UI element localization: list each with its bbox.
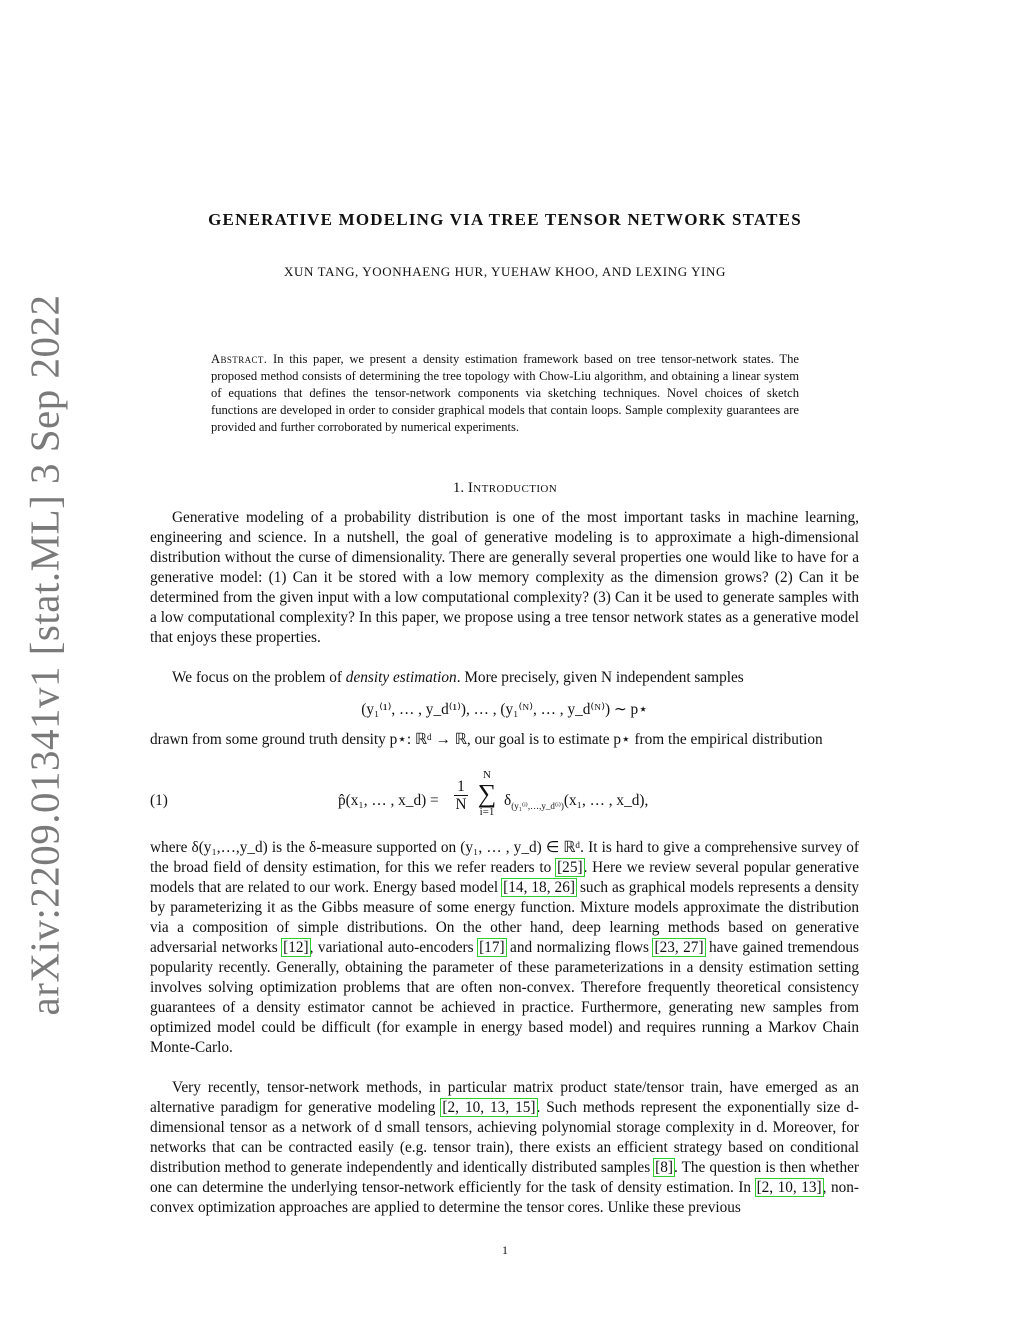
citation-12[interactable]: [12] [283,939,309,956]
p5-text-b: . Such methods represent the exponentially size d-dimensional tensor as a network of d small tensors, achieving polynomial storage complexity in d. Moreover, for networks that can be contracted easily (e.g. tensor train), there exists an efficient strategy based on conditional distribution method to generate independently and identically distributed samples [150,1099,859,1176]
sum-top: N [483,769,491,781]
arxiv-identifier: arXiv:2209.01341v1 [stat.ML] 3 Sep 2022 [21,294,68,1016]
page-number: 1 [502,1243,508,1257]
p5-text-c: . The question is then whether one can determine the underlying tensor-network efficiently for the task of density estimation. In [150,1159,860,1196]
p2-text-a: We focus on the problem of [172,669,346,686]
abstract-text: In this paper, we present a density estimation framework based on tree tensor-network states. The proposed method consists of determining the tree topology with Chow-Liu algorithm, and obtaining a linear system of equations that defines the tensor-network components via sketching techniques. Novel choices of sketch functions are developed in order to consider graphical models that contain loops. Sample complexity guarantees are provided and further corroborated by numerical experiments. [211,352,799,434]
citation-17[interactable]: [17] [479,939,505,956]
citation-14-18-26[interactable]: [14, 18, 26] [503,879,575,896]
p5-text-d: , non-convex optimization approaches are applied to determine the tensor cores. Unlike these previous [150,1179,859,1216]
p4-text-e: and normalizing flows [505,939,654,956]
section-title: Introduction [467,480,558,496]
intro-paragraph-5 [150,1078,859,1218]
abstract-label: Abstract. [211,352,268,366]
delta-symbol: δ [504,792,512,809]
fraction-numerator: 1 [454,778,468,796]
intro-paragraph-2 [150,668,859,688]
intro-paragraph-4 [150,838,859,1058]
equation-delta [504,792,648,812]
sum-symbol: ∑ [477,779,497,808]
intro-paragraph-3: drawn from some ground truth density p⋆: ℝᵈ → ℝ, our goal is to estimate p⋆ from the empirical distribution [150,731,823,748]
section-heading [150,480,860,497]
paper-authors: XUN TANG, YOONHAENG HUR, YUEHAW KHOO, AND LEXING YING [284,264,726,279]
p2-text-b: . More precisely, given N independent samples [456,669,744,686]
p5-text-a: Very recently, tensor-network methods, in particular matrix product state/tensor train, have emerged as an alternative paradigm for generative modeling [150,1079,859,1116]
fraction-denominator: N [455,796,467,813]
intro-paragraph-1: Generative modeling of a probability distribution is one of the most important tasks in machine learning, engineering and science. In a nutshell, the goal of generative modeling is to approximate a high-dimensional distribution without the curse of dimensionality. There are generally several properties one would like to have for a generative model: (1) Can it be stored with a low memory complexity as the dimension grows? (2) Can it be determined from the given input with a low computational complexity? (3) Can it be used to generate samples with a low computational complexity? In this paper, we propose using a tree tensor network states as a generative model that enjoys these properties. [150,509,859,646]
arxiv-side-stamp [14,294,74,1016]
equation-lhs: p̂(x₁, … , x_d) = [338,792,439,809]
p4-text-d: , variational auto-encoders [309,939,479,956]
delta-subscript: (y₁⁽ⁱ⁾,…,y_d⁽ⁱ⁾) [511,801,564,812]
abstract [211,351,799,436]
p2-emphasis: density estimation [345,669,457,686]
p4-text-f: have gained tremendous popularity recently. Generally, obtaining the parameter of these parameterizations in a density estimation setting involves solving optimization problems that are often non-convex. Therefore frequently theoretical consistency guarantees of a density estimator cannot be achieved in practice. Furthermore, generating new samples from optimized model could be difficult (for example in energy based model) and requires running a Markov Chain Monte-Carlo. [150,939,860,1056]
citation-2-10-13[interactable]: [2, 10, 13] [756,1179,822,1196]
samples-display: (y₁⁽¹⁾, … , y_d⁽¹⁾), … , (y₁⁽ᴺ⁾, … , y_d⁽ᴺ⁾) ∼ p⋆ [361,701,648,718]
p4-text-b: . Here we review several popular generative models that are related to our work. Energy based model [150,859,859,896]
citation-23-27[interactable]: [23, 27] [654,939,704,956]
summation [474,770,500,818]
paper-title: GENERATIVE MODELING VIA TREE TENSOR NETWORK STATES [208,210,802,229]
citation-25[interactable]: [25] [557,859,583,876]
p4-text-c: such as graphical models represents a density by parameterizing it as the Gibbs measure of some energy function. Mixture models approximate the distribution via a composition of simple distributions. On the other hand, deep learning methods based on generative adversarial networks [150,879,859,956]
citation-2-10-13-15[interactable]: [2, 10, 13, 15] [442,1099,536,1116]
citation-8[interactable]: [8] [655,1159,674,1176]
section-number: 1. [452,480,465,496]
equation-number: (1) [150,792,168,809]
equation-fraction [454,778,468,813]
sum-bottom: i=1 [479,806,495,818]
p4-text-a: where δ(y₁,…,y_d) is the δ-measure supported on (y₁, … , y_d) ∈ ℝᵈ. It is hard to give a comprehensive survey of the broad field of density estimation, for this we refer readers to [150,839,859,876]
equation-rhs: (x₁, … , x_d), [563,792,649,809]
